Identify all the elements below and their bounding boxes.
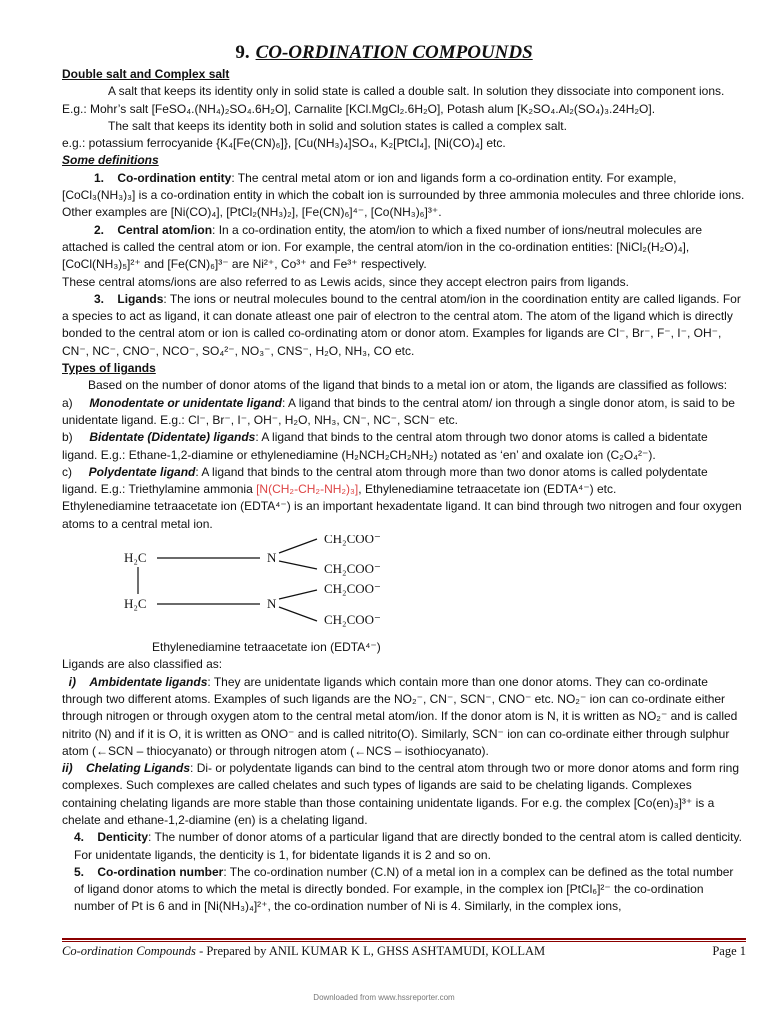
paragraph: These central atoms/ions are also referred to as Lewis acids, since they accept electron pairs from ligands. — [62, 274, 629, 289]
item-label: a) — [62, 395, 73, 410]
definition-text: : In a co-ordination entity, the atom/ion to which a fixed number of ions/neutral molecules are attached is called the central atom or ion. For example, the central atom/ion in the co-ordination entities: [NiCl₂(H₂O)₄], [CoCl(NH₃)₅]²⁺ and [Fe(CN)₆]³⁻ are Ni²⁺, Co³⁺ and Fe³⁺ respectively. — [62, 222, 703, 272]
definition-item — [62, 829, 746, 864]
footer-author: - Prepared by ANIL KUMAR K L, GHSS ASHTAMUDI, KOLLAM — [195, 944, 546, 958]
section-heading: Some definitions — [62, 153, 159, 168]
definition-text: : A ligand that binds to the central atom through more than two donor atoms is called polydentate ligand. E.g.: Triethylamine ammonia — [62, 464, 708, 497]
definition-text: : They are unidentate ligands which contain more than one donor atoms. They can co-ordinate through two different atoms. Examples of such ligands are the NO₂⁻, CN⁻, SCN⁻, CNO⁻ etc. NO₂⁻ ion can co-ordinate either through nitrogen or through oxygen atom to the central metal atom/ion. If the donor atom is N, it is written as NO₂⁻ and is called nitrito (N) and if it is O, it is written as ONO⁻ and is called nitrito(O). Similarly, SCN⁻ ion can co-ordinate either through sulphur atom (←SCN – thiocyanato) or through nitrogen atom (←NCS – isothiocyanato). — [62, 674, 738, 758]
definition-item — [62, 864, 746, 916]
bond-n-g3 — [279, 590, 317, 599]
ligand-class-item — [62, 760, 746, 829]
chapter-title: CO-ORDINATION COMPOUNDS — [255, 42, 533, 63]
paragraph: Ligands are also classified as: — [62, 657, 223, 672]
acetate-group-1: CH₂COO⁻ — [324, 535, 381, 547]
item-label: ii) — [62, 761, 73, 776]
item-number: 4. — [74, 830, 85, 845]
definition-text: : Di- or polydentate ligands can bind to the central atom through two or more donor atoms and form ring complexes. Such complexes are called chelates and such types of ligands are said to be chelating ligands. Complexes containing chelating ligands are more stable than those containing unidentate ligands. For e.g. the complex [Co(en)₃]³⁺ is a chelate and ethane-1,2-diamine (en) is a chelating ligand. — [62, 761, 739, 827]
definition-text: : The central metal atom or ion and ligands form a co-ordination entity. For example, [CoCl₃(NH₃)₃] is a co-ordination entity in which the cobalt ion is surrounded by three ammonia molecules and three chloride ions. Other examples are [Ni(CO)₄], [PtCl₂(NH₃)₂], [Fe(CN)₆]⁴⁻, [Co(NH₃)₆]³⁺. — [62, 170, 745, 220]
bond-n-g4 — [279, 607, 317, 621]
term: Ligands — [117, 291, 164, 306]
paragraph: A salt that keeps its identity only in solid state is called a double salt. In solution they dissociate into component ions. E.g.: Mohr’s salt [FeSO₄.(NH₄)₂SO₄.6H₂O], Carnalite [KCl.MgCl₂.6H₂O], Potash alum [K₂SO₄.Al₂(SO₄)₃.24H₂O]. — [62, 84, 725, 116]
item-label: c) — [62, 464, 72, 479]
footer-divider-thin — [62, 941, 746, 942]
term: Central atom/ion — [117, 222, 213, 237]
definition-item — [62, 222, 746, 274]
definition-item — [62, 291, 746, 360]
item-label: i) — [68, 674, 77, 689]
section-heading: Types of ligands — [62, 361, 156, 376]
definition-text: : A ligand that binds to the central atom/ ion through a single donor atom, is said to be unidentate ligand. E.g.: Cl⁻, Br⁻, I⁻, OH⁻, H₂O, NH₃, CN⁻, NC⁻, SCN⁻ etc. — [62, 395, 735, 427]
term: Monodentate or unidentate ligand — [89, 395, 283, 410]
definition-text: , Ethylenediamine tetraacetate ion (EDTA⁴⁻) etc. — [358, 482, 617, 497]
n-bottom-label: N — [267, 596, 277, 612]
acetate-group-3: CH₂COO⁻ — [324, 581, 381, 597]
definition-text: : A ligand that binds to the central atom through two donor atoms is called a bidentate ligand. E.g.: Ethane-1,2-diamine or ethylenediamine (H₂NCH₂CH₂NH₂) notated as ‘en’ and oxalate ion (C₂O₄²⁻). — [62, 430, 708, 462]
term: Co-ordination number — [97, 864, 224, 879]
page-title — [0, 42, 768, 64]
bond-n-g1 — [279, 539, 317, 553]
chapter-number: 9. — [235, 42, 250, 63]
term: Chelating Ligands — [86, 761, 191, 776]
definition-item — [62, 170, 746, 222]
footer-divider — [62, 938, 746, 940]
h2c-top-label: H₂C — [124, 550, 147, 566]
document-body — [62, 66, 746, 916]
edta-structure-diagram — [62, 535, 746, 639]
edta-structure-svg — [62, 535, 482, 639]
term: Co-ordination entity — [117, 170, 232, 185]
term: Denticity — [97, 830, 149, 845]
item-number: 3. — [94, 291, 105, 306]
paragraph: The salt that keeps its identity both in solid and solution states is called a complex salt. — [108, 118, 567, 133]
definition-text: : The co-ordination number (C.N) of a metal ion in a complex can be defined as the total number of ligand donor atoms to which the metal is directly bonded. For example, in the complex ion [PtCl₆]²⁻ the co-ordination number of Pt is 6 and in [Ni(NH₃)₄]²⁺, the co-ordination number of Ni is 4. Similarly, in the complex ions, — [74, 864, 734, 914]
term: Bidentate (Didentate) ligands — [89, 430, 256, 445]
paragraph: Based on the number of donor atoms of the ligand that binds to a metal ion or atom, the ligands are classified as follows: — [88, 378, 728, 393]
acetate-group-2: CH₂COO⁻ — [324, 561, 381, 577]
page-footer — [62, 944, 746, 959]
item-label: b) — [62, 430, 73, 445]
formula: [N(CH₂-CH₂-NH₂)₃] — [256, 482, 359, 497]
n-top-label: N — [267, 550, 277, 566]
paragraph: e.g.: potassium ferrocyanide {K₄[Fe(CN)₆]}, [Cu(NH₃)₄]SO₄, K₂[PtCl₄], [Ni(CO)₄] etc. — [62, 136, 506, 151]
ligand-class-item — [62, 674, 746, 760]
acetate-group-4: CH₂COO⁻ — [324, 612, 381, 628]
footer-title: Co-ordination Compounds — [62, 944, 196, 958]
term: Polydentate ligand — [88, 464, 196, 479]
ligand-type-item — [62, 429, 746, 464]
ligand-type-item — [62, 395, 746, 430]
section-heading: Double salt and Complex salt — [62, 67, 230, 81]
h2c-bottom-label: H₂C — [124, 596, 147, 612]
definition-text: : The ions or neutral molecules bound to the central atom/ion in the coordination entity are called ligands. For a species to act as ligand, it can donate atleast one pair of electron to the central atom. The atom of the ligand which is directly bonded to the central atom or ion is called co-ordinating atom or donor atom. Examples for ligands are Cl⁻, Br⁻, F⁻, I⁻, OH⁻, CN⁻, NC⁻, CNO⁻, NCO⁻, SO₄²⁻, NO₃⁻, CNS⁻, H₂O, NH₃, CO etc. — [62, 291, 741, 358]
diagram-caption: Ethylenediamine tetraacetate ion (EDTA⁴⁻) — [152, 640, 381, 655]
item-number: 5. — [74, 864, 85, 879]
item-number: 1. — [94, 170, 105, 185]
edta-text: is an important hexadentate ligand. It can bind through two nitrogen and four oxygen atoms to a central metal ion. — [62, 499, 742, 531]
item-number: 2. — [94, 222, 105, 237]
edta-name: Ethylenediamine tetraacetate ion (EDTA⁴⁻) — [62, 499, 295, 514]
page-number: Page 1 — [712, 944, 746, 958]
paragraph — [62, 498, 746, 533]
download-note: Downloaded from www.hssreporter.com — [313, 993, 455, 1002]
definition-text: : The number of donor atoms of a particular ligand that are directly bonded to the central atom is called denticity. For unidentate ligands, the denticity is 1, for bidentate ligands it is 2 and so on. — [74, 830, 742, 862]
term: Ambidentate ligands — [89, 674, 208, 689]
ligand-type-item — [62, 464, 746, 499]
bond-n-g2 — [279, 561, 317, 569]
